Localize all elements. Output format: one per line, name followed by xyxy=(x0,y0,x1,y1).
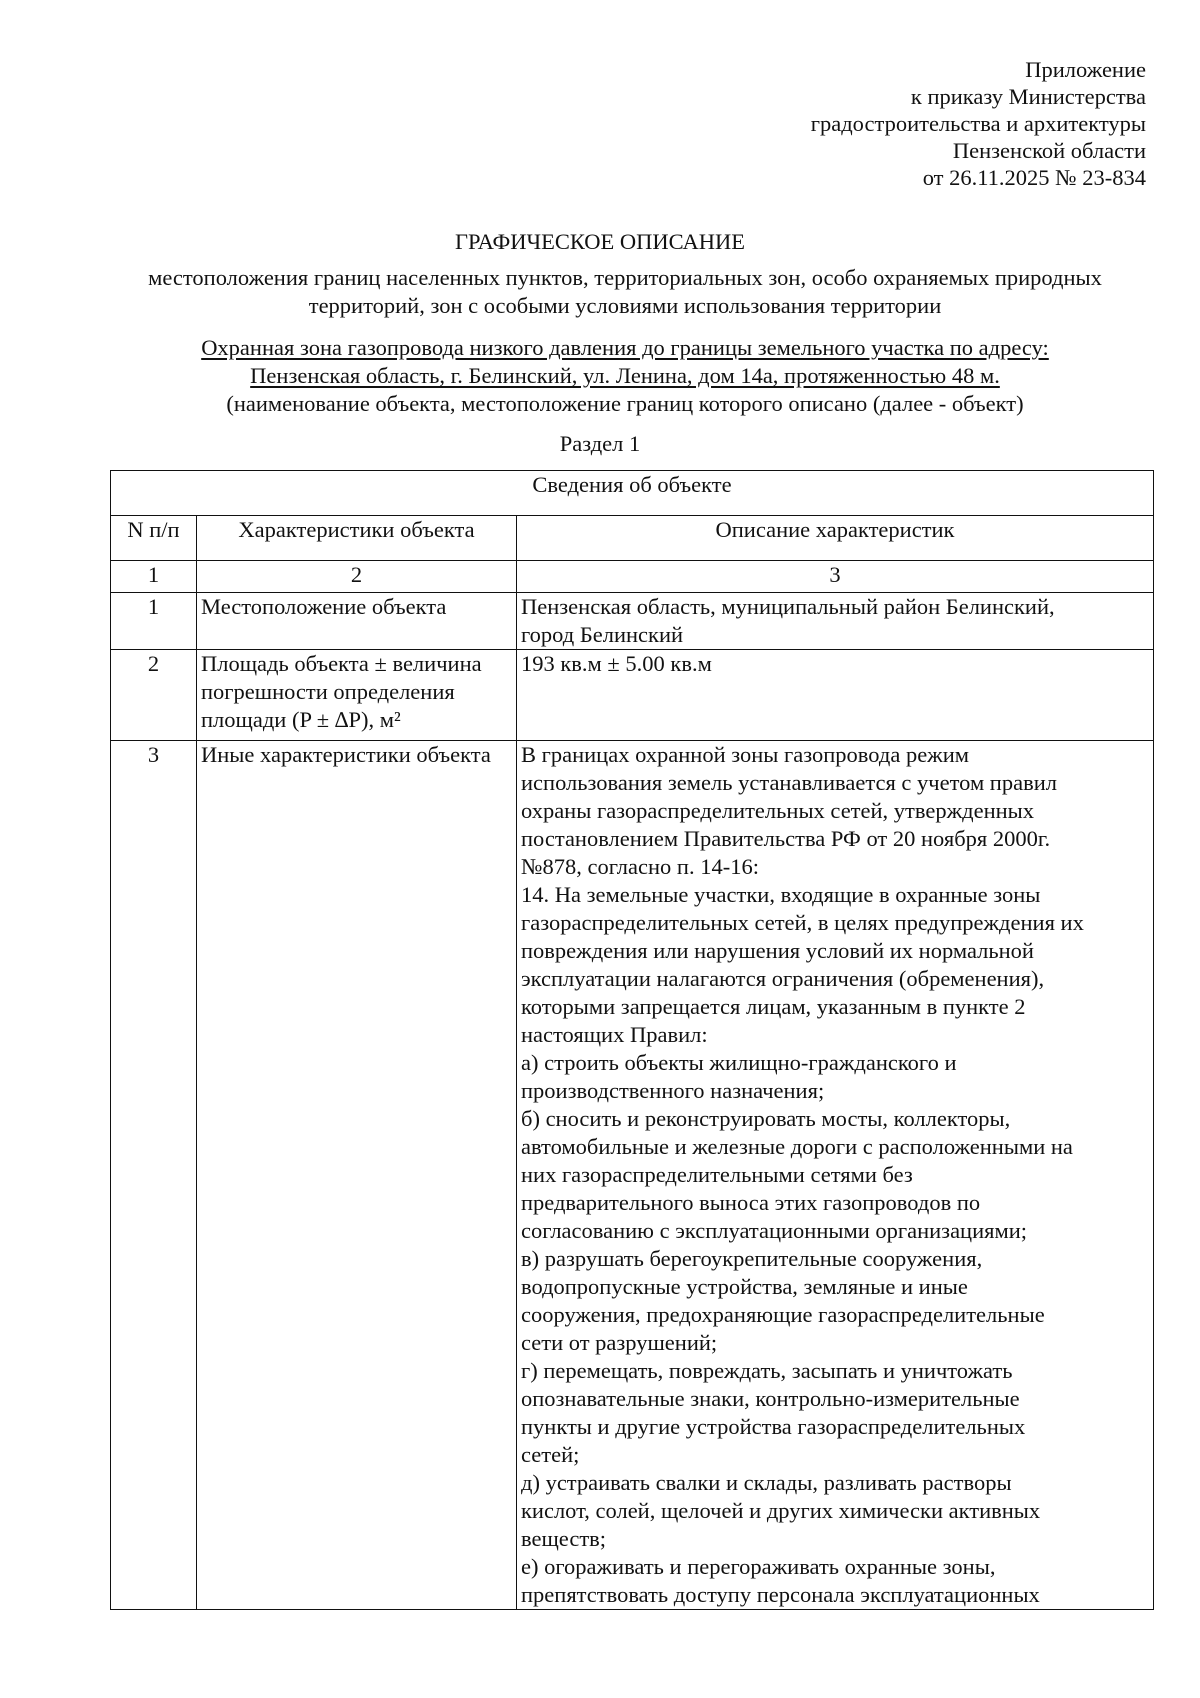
appendix-block xyxy=(811,56,1146,191)
description-line: предварительного выноса этих газопроводов по xyxy=(521,1190,981,1215)
section-label: Раздел 1 xyxy=(559,431,641,456)
description-line: а) строить объекты жилищно-гражданского и xyxy=(521,1050,957,1075)
characteristic-line: погрешности определения xyxy=(201,679,455,704)
table-row xyxy=(111,741,1154,1610)
table-row xyxy=(111,593,1154,650)
row-number-cell: 2 xyxy=(111,650,197,741)
description-line: сетей; xyxy=(521,1442,580,1467)
column-number-cell: 3 xyxy=(517,561,1154,593)
column-number-cell: 1 xyxy=(111,561,197,593)
object-name-line: Пензенская область, г. Белинский, ул. Ленина, дом 14а, протяженностью 48 м. xyxy=(250,363,1000,388)
document-subtitle xyxy=(100,264,1150,320)
description-line: постановлением Правительства РФ от 20 ноября 2000г. xyxy=(521,826,1051,851)
characteristic-line: площади (P ± ∆P), м² xyxy=(201,707,401,732)
description-line: е) огораживать и перегораживать охранные зоны, xyxy=(521,1554,996,1579)
description-line: эксплуатации налагаются ограничения (обременения), xyxy=(521,966,1045,991)
row-number-cell: 1 xyxy=(111,593,197,650)
description-line: веществ; xyxy=(521,1526,607,1551)
subtitle-line: местоположения границ населенных пунктов, территориальных зон, особо охраняемых природных xyxy=(148,265,1102,290)
description-line: водопропускные устройства, земляные и иные xyxy=(521,1274,968,1299)
description-line: препятствовать доступу персонала эксплуатационных xyxy=(521,1582,1040,1607)
description-line: них газораспределительными сетями без xyxy=(521,1162,913,1187)
characteristic-cell: Иные характеристики объекта xyxy=(197,741,517,1610)
appendix-line: градостроительства и архитектуры xyxy=(810,111,1146,136)
description-line: №878, согласно п. 14-16: xyxy=(521,854,759,879)
description-line: автомобильные и железные дороги с расположенными на xyxy=(521,1134,1073,1159)
appendix-line: Приложение xyxy=(1025,57,1146,82)
description-line: повреждения или нарушения условий их нормальной xyxy=(521,938,1034,963)
appendix-line: к приказу Министерства xyxy=(910,84,1146,109)
column-number-row xyxy=(111,561,1154,593)
object-name-line: Охранная зона газопровода низкого давления до границы земельного участка по адресу: xyxy=(201,335,1049,360)
description-line: В границах охранной зоны газопровода режим xyxy=(521,742,970,767)
table-title-row xyxy=(111,471,1154,516)
characteristic-cell: Местоположение объекта xyxy=(197,593,517,650)
description-line: в) разрушать берегоукрепительные сооружения, xyxy=(521,1246,983,1271)
description-line: г) перемещать, повреждать, засыпать и уничтожать xyxy=(521,1358,1013,1383)
description-line: которыми запрещается лицам, указанным в пункте 2 xyxy=(521,994,1026,1019)
object-info-table xyxy=(110,470,1154,1610)
description-cell xyxy=(517,650,1154,741)
description-line: производственного назначения; xyxy=(521,1078,825,1103)
description-line: сети от разрушений; xyxy=(521,1330,718,1355)
column-number-cell: 2 xyxy=(197,561,517,593)
header-cell: Описание характеристик xyxy=(517,516,1154,561)
subtitle-line: территорий, зон с особыми условиями использования территории xyxy=(308,293,942,318)
header-cell: Характеристики объекта xyxy=(197,516,517,561)
description-line: кислот, солей, щелочей и других химически активных xyxy=(521,1498,1041,1523)
description-line: согласованию с эксплуатационными организациями; xyxy=(521,1218,1028,1243)
document-title: ГРАФИЧЕСКОЕ ОПИСАНИЕ xyxy=(454,229,746,254)
description-line: б) сносить и реконструировать мосты, коллекторы, xyxy=(521,1106,1011,1131)
header-cell: N п/п xyxy=(111,516,197,561)
description-line: 14. На земельные участки, входящие в охранные зоны xyxy=(521,882,1041,907)
characteristic-cell xyxy=(197,650,517,741)
table-row xyxy=(111,650,1154,741)
description-line: газораспределительных сетей, в целях предупреждения их xyxy=(521,910,1084,935)
table-title: Сведения об объекте xyxy=(111,471,1154,516)
description-line: опознавательные знаки, контрольно-измерительные xyxy=(521,1386,1020,1411)
characteristic-line: Площадь объекта ± величина xyxy=(201,651,482,676)
row-number-cell: 3 xyxy=(111,741,197,1610)
description-line: настоящих Правил: xyxy=(521,1022,708,1047)
description-line: д) устраивать свалки и склады, разливать растворы xyxy=(521,1470,1012,1495)
table-header-row xyxy=(111,516,1154,561)
object-name-block xyxy=(100,334,1150,418)
description-line: сооружения, предохраняющие газораспределительные xyxy=(521,1302,1045,1327)
appendix-line: от 26.11.2025 № 23-834 xyxy=(922,165,1146,190)
description-line: охраны газораспределительных сетей, утвержденных xyxy=(521,798,1035,823)
description-line: использования земель устанавливается с учетом правил xyxy=(521,770,1057,795)
description-line: пункты и другие устройства газораспределительных xyxy=(521,1414,1026,1439)
description-cell xyxy=(517,593,1154,650)
appendix-line: Пензенской области xyxy=(952,138,1146,163)
description-cell xyxy=(517,741,1154,1610)
description-line: Пензенская область, муниципальный район Белинский, xyxy=(521,594,1055,619)
object-name-caption: (наименование объекта, местоположение границ которого описано (далее - объект) xyxy=(226,391,1024,416)
description-line: 193 кв.м ± 5.00 кв.м xyxy=(521,651,712,676)
description-line: город Белинский xyxy=(521,622,684,647)
